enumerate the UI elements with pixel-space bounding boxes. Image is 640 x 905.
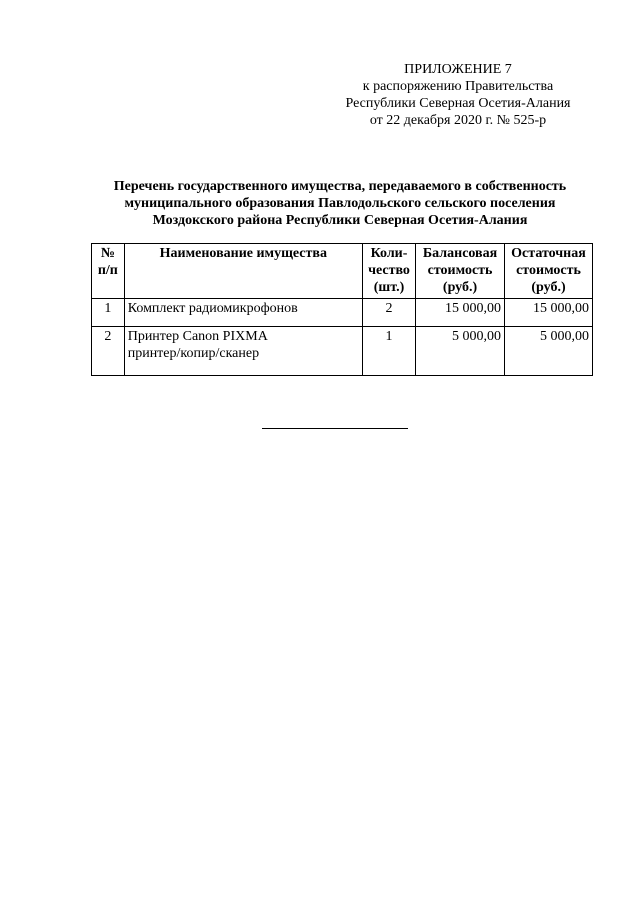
header-qty-line-3: (шт.) [373, 280, 405, 295]
property-table [91, 243, 593, 376]
document-title [60, 178, 620, 229]
header-num-line-1: № [100, 246, 115, 261]
cell-balance: 5 000,00 [416, 327, 505, 376]
cell-residual: 15 000,00 [505, 299, 593, 327]
header-name-text: Наименование имущества [159, 246, 327, 261]
table-header-row [92, 244, 593, 299]
header-balance-line-1: Балансовая [422, 246, 498, 261]
document-title-line-3: Моздокского района Республики Северная Осетия-Алания [152, 213, 528, 228]
cell-qty: 2 [362, 299, 415, 327]
document-title-line-2: муниципального образования Павлодольского сельского поселения [124, 196, 556, 211]
cell-name-line-1: Комплект радиомикрофонов [127, 301, 298, 316]
cell-name [124, 327, 362, 376]
header-balance-line-2: стоимость [427, 263, 493, 278]
header-balance [416, 244, 505, 299]
cell-residual: 5 000,00 [505, 327, 593, 376]
header-residual [505, 244, 593, 299]
cell-qty: 1 [362, 327, 415, 376]
header-qty-line-2: чество [368, 263, 410, 278]
appendix-line-1: к распоряжению Правительства [362, 79, 554, 94]
cell-name-line-1: Принтер Canon PIXMA [127, 329, 268, 344]
header-name [124, 244, 362, 299]
table-row [92, 327, 593, 376]
cell-name [124, 299, 362, 327]
header-residual-line-1: Остаточная [511, 246, 586, 261]
header-num [92, 244, 125, 299]
appendix-line-2: Республики Северная Осетия-Алания [345, 96, 571, 111]
cell-num: 1 [92, 299, 125, 327]
header-num-line-2: п/п [97, 263, 118, 278]
cell-name-line-2: принтер/копир/сканер [127, 346, 260, 361]
document-title-line-1: Перечень государственного имущества, передаваемого в собственность [113, 179, 567, 194]
appendix-header [336, 61, 580, 129]
appendix-line-3: от 22 декабря 2020 г. № 525-р [369, 113, 547, 128]
header-residual-line-3: (руб.) [531, 280, 566, 295]
header-qty [362, 244, 415, 299]
cell-balance: 15 000,00 [416, 299, 505, 327]
appendix-title: ПРИЛОЖЕНИЕ 7 [404, 62, 512, 77]
header-residual-line-2: стоимость [516, 263, 581, 278]
table-row [92, 299, 593, 327]
header-balance-line-3: (руб.) [442, 280, 478, 295]
cell-num: 2 [92, 327, 125, 376]
end-separator-line [262, 428, 408, 429]
header-qty-line-1: Коли- [370, 246, 408, 261]
